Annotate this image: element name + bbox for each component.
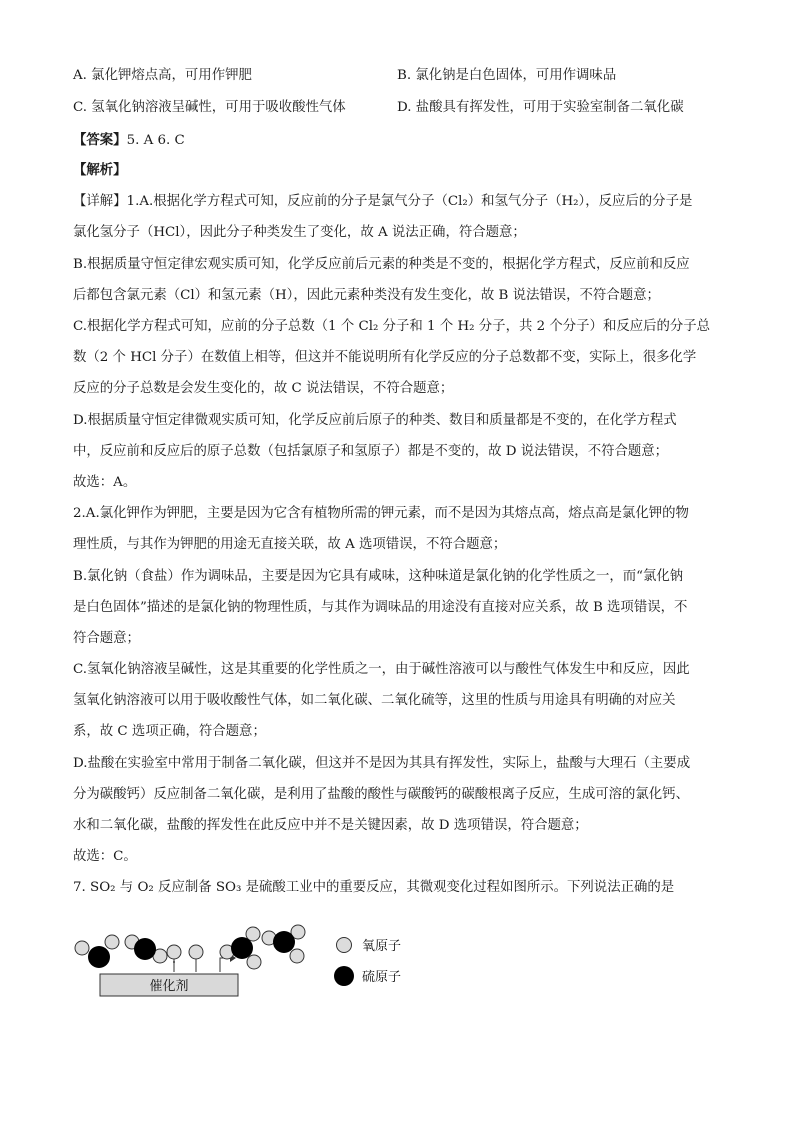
so3-molecule — [220, 927, 261, 969]
p12: B.氯化钠（食盐）作为调味品，主要是因为它具有咸味，这种味道是氯化钠的化学性质之一，而“氯化钠 — [73, 569, 684, 584]
p1: 氯化氢分子（HCl），因此分子种类发生了变化，故 A 说法正确，符合题意； — [73, 225, 526, 240]
p11: 理性质，与其作为钾肥的用途无直接关联，故 A 选项错误，不符合题意； — [73, 537, 507, 552]
p3: 后都包含氯元素（Cl）和氢元素（H），因此元素种类没有发生变化，故 B 说法错误，不符合题意； — [73, 288, 660, 303]
reaction-diagram — [70, 920, 410, 1000]
option-c: C. 氢氧化钠溶液呈碱性，可用于吸收酸性气体 — [73, 100, 346, 115]
p4: C.根据化学方程式可知，应前的分子总数（1 个 Cl₂ 分子和 1 个 H₂ 分子，共 2 个分子）和反应后的分子总 — [73, 319, 711, 334]
option-d: D. 盐酸具有挥发性，可用于实验室制备二氧化碳 — [397, 100, 684, 115]
so2-molecule — [125, 935, 167, 963]
p18: D.盐酸在实验室中常用于制备二氧化碳，但这并不是因为其具有挥发性，实际上，盐酸与大理石（主要成 — [73, 756, 691, 771]
p14: 符合题意； — [73, 631, 140, 646]
catalyst-label: 催化剂 — [149, 979, 189, 994]
p5: 数（2 个 HCl 分子）在数值上相等，但这并不能说明所有化学反应的分子总数都不变，实际上，很多化学 — [73, 350, 697, 365]
p8: 中，反应前和反应后的原子总数（包括氯原子和氢原子）都是不变的，故 D 说法错误，不符合题意； — [73, 444, 669, 459]
legend-oxygen-label: 氧原子 — [362, 939, 402, 954]
p19: 分为碳酸钙）反应制备二氧化碳，是利用了盐酸的酸性与碳酸钙的碳酸根离子反应，生成可溶的氯化钙、 — [73, 787, 689, 802]
analysis-label: 【解析】 — [73, 162, 127, 178]
p13: 是白色固体”描述的是氯化钠的物理性质，与其作为调味品的用途没有直接对应关系，故 B 选项错误，不 — [73, 600, 688, 615]
answer-label: 【答案】 — [73, 132, 127, 148]
p16: 氢氧化钠溶液可以用于吸收酸性气体，如二氧化碳、二氧化硫等，这里的性质与用途具有明确的对应关 — [73, 693, 676, 708]
p2: B.根据质量守恒定律宏观实质可知，化学反应前后元素的种类是不变的，根据化学方程式，反应前和反应 — [73, 257, 690, 272]
p21: 故选：C。 — [73, 849, 137, 864]
p15: C.氢氧化钠溶液呈碱性，这是其重要的化学性质之一，由于碱性溶液可以与酸性气体发生中和反应，因此 — [73, 662, 690, 677]
p10: 2.A.氯化钾作为钾肥，主要是因为它含有植物所需的钾元素，而不是因为其熔点高，熔点高是氯化钾的物 — [73, 506, 689, 521]
p20: 水和二氧化碳，盐酸的挥发性在此反应中并不是关键因素，故 D 选项错误，符合题意； — [73, 818, 588, 833]
p7: D.根据质量守恒定律微观实质可知，化学反应前后原子的种类、数目和质量都是不变的，在化学方程式 — [73, 413, 677, 428]
sulfur-legend-icon — [334, 966, 354, 986]
reaction-arrow — [220, 958, 230, 972]
legend-sulfur-label: 硫原子 — [362, 970, 402, 985]
option-b: B. 氯化钠是白色固体，可用作调味品 — [397, 68, 617, 83]
option-a: A. 氯化钾熔点高，可用作钾肥 — [73, 68, 252, 83]
so3-molecule — [262, 925, 305, 963]
p6: 反应的分子总数是会发生变化的，故 C 说法错误，不符合题意； — [73, 381, 454, 396]
so2-molecule — [75, 935, 119, 968]
p0: 【详解】1.A.根据化学方程式可知，反应前的分子是氯气分子（Cl₂）和氢气分子（H₂），反应后的分子是 — [73, 194, 693, 209]
p17: 系，故 C 选项正确，符合题意； — [73, 724, 266, 739]
answer-line — [73, 130, 185, 151]
p9: 故选：A。 — [73, 475, 137, 490]
oxygen-legend-icon — [337, 938, 352, 953]
p22: 7. SO₂ 与 O₂ 反应制备 SO₃ 是硫酸工业中的重要反应，其微观变化过程如图所示。下列说法正确的是 — [73, 880, 675, 895]
answer-text: 5. A 6. C — [126, 133, 185, 148]
o2-molecule — [189, 945, 203, 972]
o2-molecule — [167, 945, 181, 972]
